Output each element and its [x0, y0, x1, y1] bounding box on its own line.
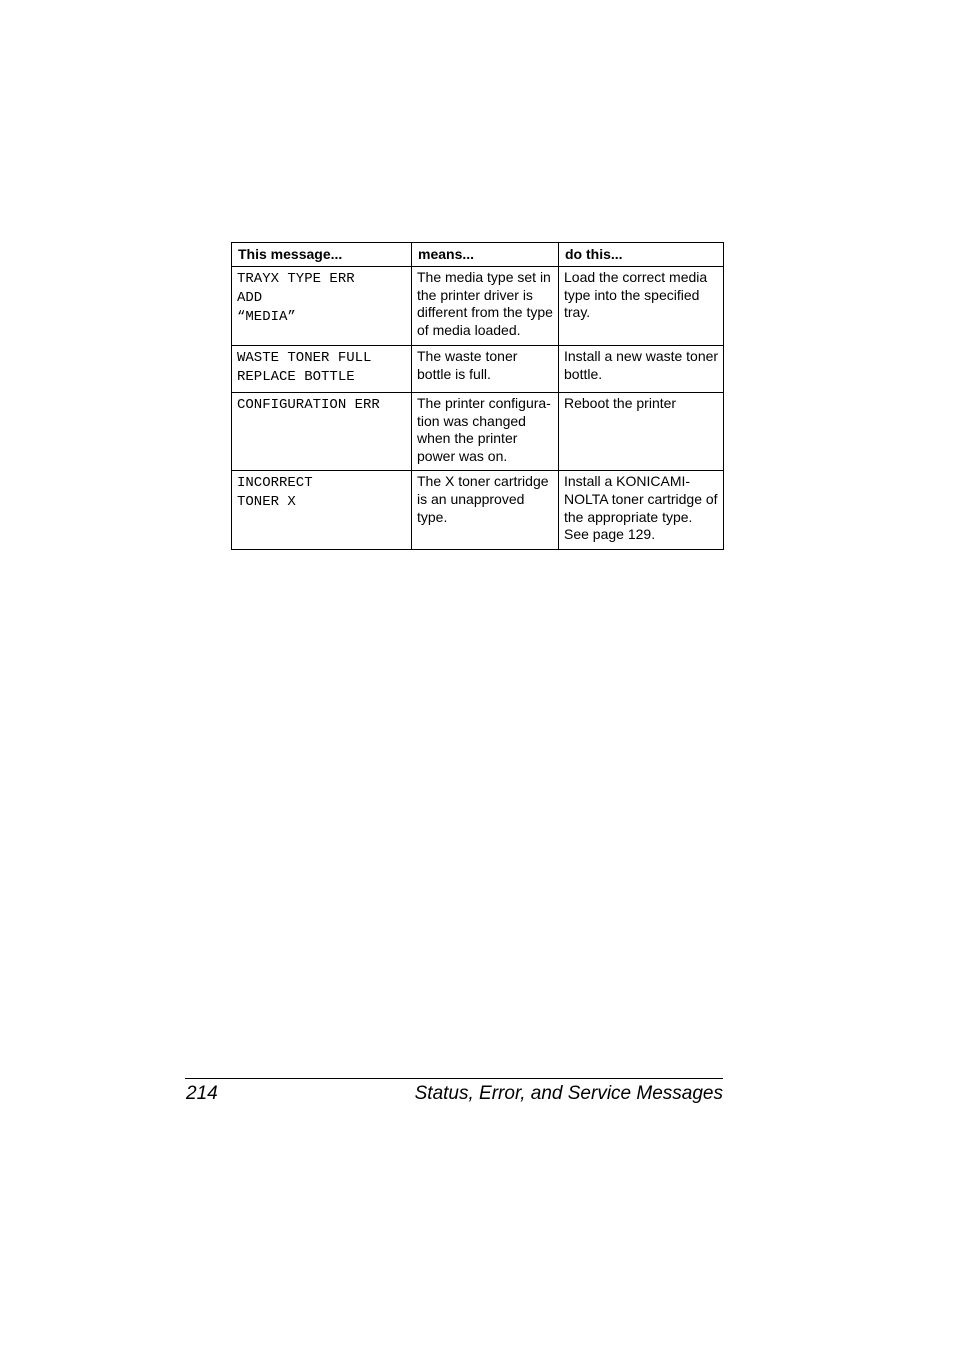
table-row [232, 393, 724, 471]
means-cell: The media type set in the printer driver is different from the type of media loaded. [412, 267, 559, 346]
message-line: TONER X [237, 494, 296, 511]
table-row [232, 267, 724, 346]
action-cell: Install a new waste toner bottle. [559, 346, 724, 393]
table-row [232, 471, 724, 550]
means-cell: The waste toner bottle is full. [412, 346, 559, 393]
footer-divider [185, 1078, 723, 1079]
message-line: TRAYX TYPE ERR [237, 271, 355, 287]
means-cell: The printer configura-tion was changed when the printer power was on. [412, 393, 559, 471]
action-cell: Reboot the printer [559, 393, 724, 471]
message-line: WASTE TONER FULL [237, 350, 372, 366]
message-line: CONFIGURATION ERR [237, 397, 380, 413]
means-cell: The X toner cartridge is an unapproved type. [412, 471, 559, 550]
action-cell: Install a KONICAMI-NOLTA toner cartridge of the appropriate type. See page 129. [559, 471, 724, 550]
message-cell [232, 471, 412, 550]
message-cell [232, 346, 412, 393]
table-row [232, 346, 724, 393]
message-line: “MEDIA” [237, 309, 296, 325]
message-cell [232, 267, 412, 346]
message-line: REPLACE BOTTLE [237, 369, 355, 385]
message-line: INCORRECT [237, 475, 313, 492]
table-header-row [232, 243, 724, 267]
message-cell [232, 393, 412, 471]
page-number: 214 [186, 1083, 218, 1104]
messages-table [231, 242, 724, 550]
section-title: Status, Error, and Service Messages [414, 1083, 723, 1104]
header-means: means... [412, 243, 559, 267]
header-message: This message... [232, 243, 412, 267]
action-cell: Load the correct media type into the specified tray. [559, 267, 724, 346]
header-action: do this... [559, 243, 724, 267]
message-line: ADD [237, 290, 263, 306]
